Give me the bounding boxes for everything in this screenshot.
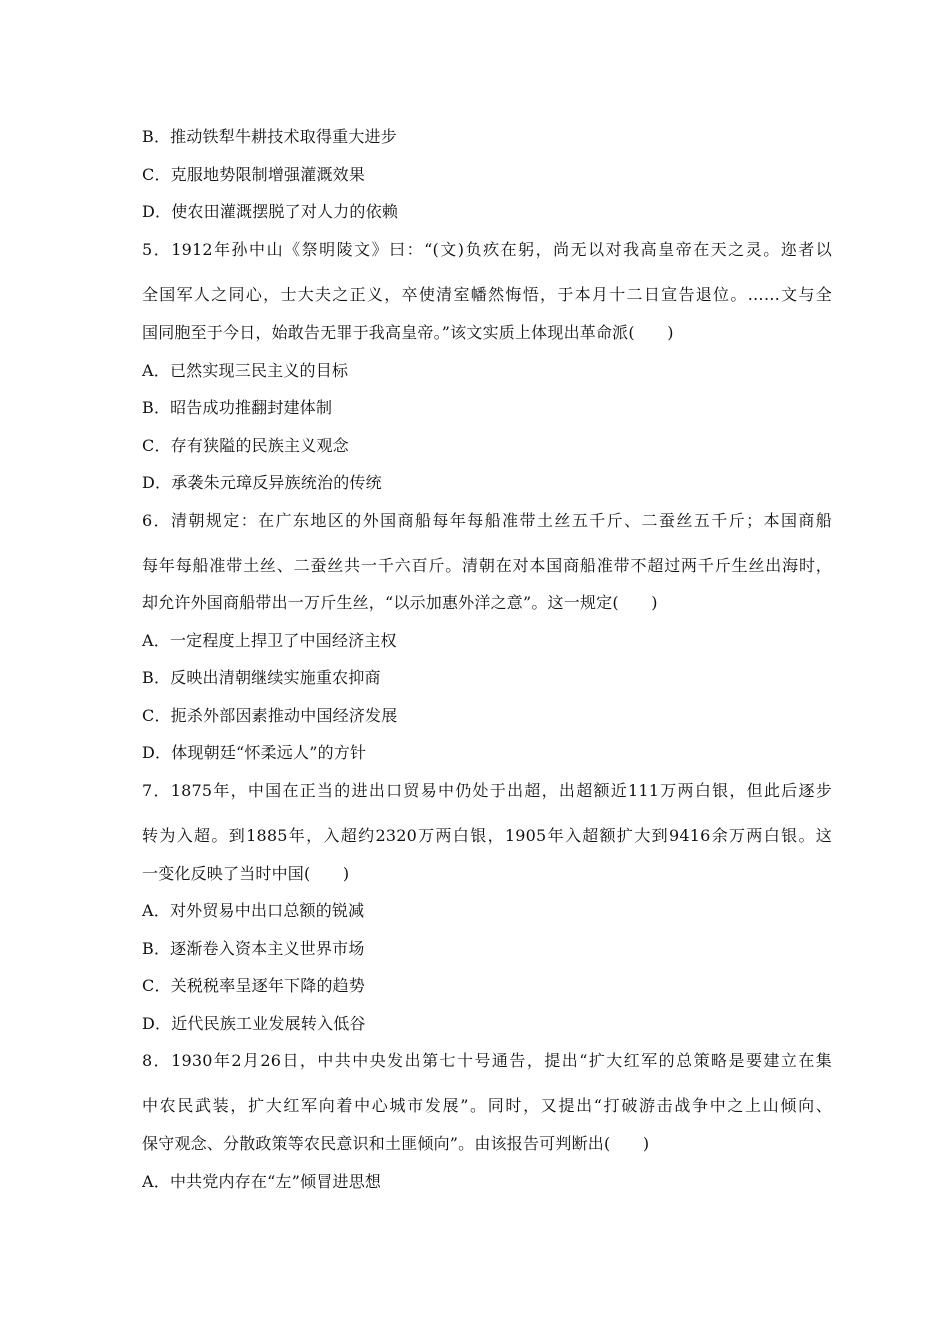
q6-option-c: C．扼杀外部因素推动中国经济发展 [142,706,398,725]
q8-stem-line-3: 保守观念、分散政策等农民意识和土匪倾向”。由该报告可判断出( ) [142,1134,650,1153]
q5-option-d: D．承袭朱元璋反异族统治的传统 [142,473,382,492]
q8-option-a: A．中共党内存在“左”倾冒进思想 [142,1172,382,1191]
q6-option-b: B．反映出清朝继续实施重农抑商 [142,668,381,687]
q5-stem-line-2: 全国军人之同心，士大夫之正义，卒使清室幡然悔悟，于本月十二日宣告退位。……文与全 [142,285,832,304]
q7-option-c: C．关税税率呈逐年下降的趋势 [142,976,366,995]
q8-stem-line-2: 中农民武装，扩大红军向着中心城市发展”。同时，又提出“打破游击战争中之上山倾向、 [142,1096,832,1115]
q4-option-d: D．使农田灌溉摆脱了对人力的依赖 [142,202,399,221]
q5-option-b: B．昭告成功推翻封建体制 [142,398,333,417]
q6-option-a: A．一定程度上捍卫了中国经济主权 [142,631,397,650]
q7-stem-line-3: 一变化反映了当时中国( ) [142,864,350,883]
q6-stem-line-1: 6．清朝规定：在广东地区的外国商船每年每船准带土丝五千斤、二蚕丝五千斤；本国商船 [142,511,832,530]
q4-option-b: B．推动铁犁牛耕技术取得重大进步 [142,127,397,146]
q5-stem-line-1: 5．1912年孙中山《祭明陵文》曰：“(文)负疚在躬，尚无以对我高皇帝在天之灵。迩者以 [142,240,832,259]
q8-stem-line-1: 8．1930年2月26日，中共中央发出第七十号通告，提出“扩大红军的总策略是要建立在集 [142,1051,832,1070]
q4-option-c: C．克服地势限制增强灌溉效果 [142,165,366,184]
q7-stem-line-1: 7．1875年，中国在正当的进出口贸易中仍处于出超，出超额近111万两白银，但此后逐步 [142,781,832,800]
q7-option-a: A．对外贸易中出口总额的锐减 [142,901,365,920]
q5-stem-line-3: 国同胞至于今日，始敢告无罪于我高皇帝。”该文实质上体现出革命派( ) [142,323,674,342]
q6-stem-line-2: 每年每船准带土丝、二蚕丝共一千六百斤。清朝在对本国商船准带不超过两千斤生丝出海时， [142,556,832,575]
q5-option-c: C．存有狭隘的民族主义观念 [142,436,349,455]
q7-option-d: D．近代民族工业发展转入低谷 [142,1014,366,1033]
q7-stem-line-2: 转为入超。到1885年，入超约2320万两白银，1905年入超额扩大到9416余万两白银。这 [142,826,832,845]
q6-stem-line-3: 却允许外国商船带出一万斤生丝，“以示加惠外洋之意”。这一规定( ) [142,593,658,612]
q7-option-b: B．逐渐卷入资本主义世界市场 [142,939,365,958]
q6-option-d: D．体现朝廷“怀柔远人”的方针 [142,743,367,762]
q5-option-a: A．已然实现三民主义的目标 [142,361,349,380]
